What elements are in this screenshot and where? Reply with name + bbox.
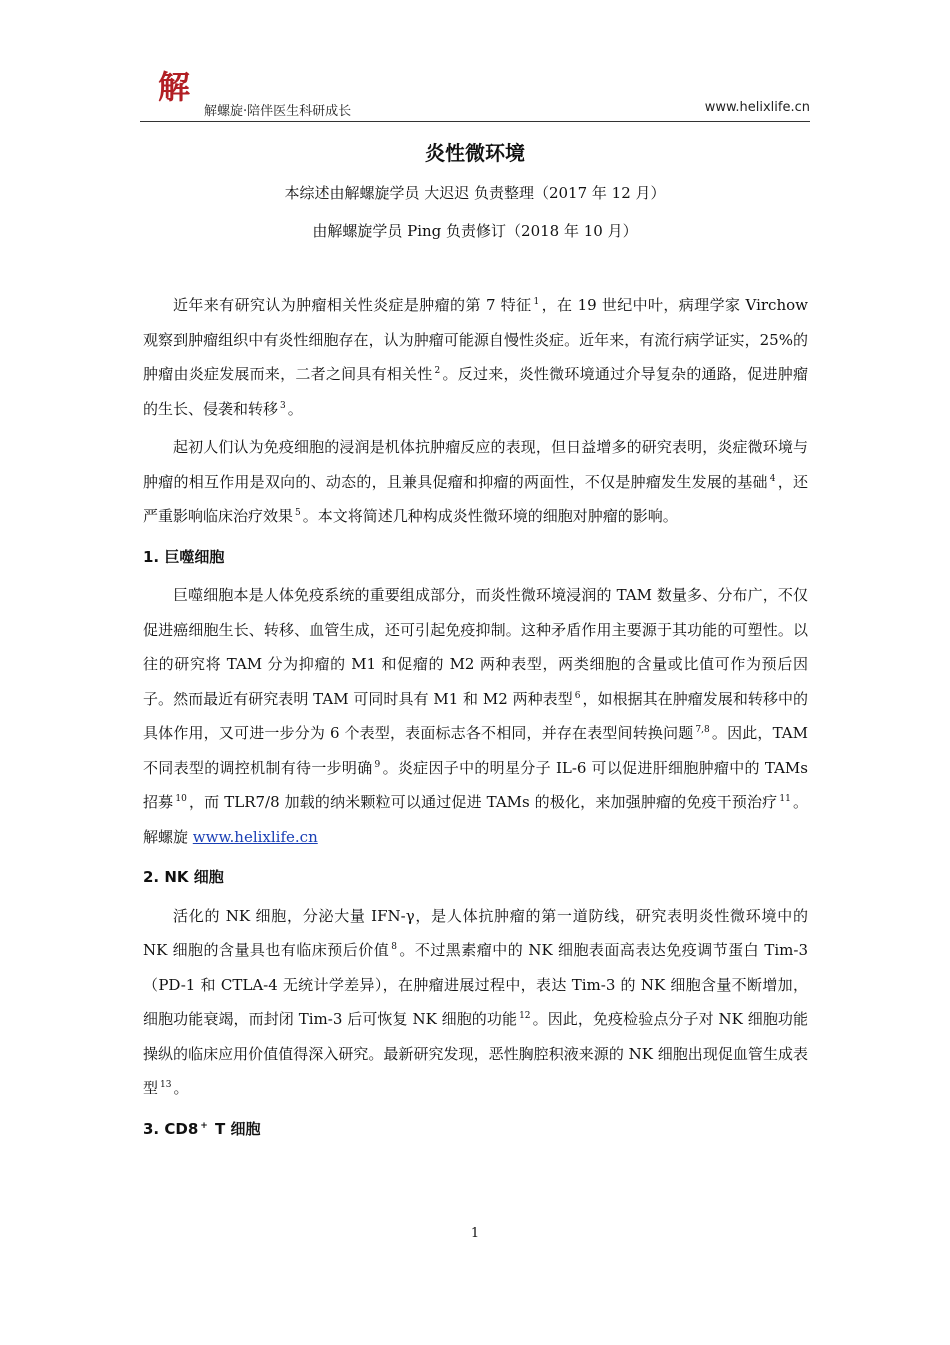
citation-ref: 4 xyxy=(769,473,776,484)
citation-ref: 12 xyxy=(519,1011,531,1021)
citation-ref: 3 xyxy=(280,400,286,411)
text-run: 。 xyxy=(287,399,303,418)
citation-ref: 1 xyxy=(533,297,540,307)
text-run: 活化的 NK 细胞，分泌大量 IFN-γ，是人体抗肿瘤的第一道防线，研究表明炎性微环境中的 NK 细胞的含量具也有临床预后价值 xyxy=(143,906,808,959)
intro-paragraph-2 xyxy=(143,430,808,534)
text-run: ，还严重影响临床治疗效果 xyxy=(143,472,808,525)
text-run: 。因此，TAM 不同表型的调控机制有待一步明确 xyxy=(143,724,808,777)
section-heading-nk-cells: 2. NK 细胞 xyxy=(143,868,224,886)
section-heading-cd8-t-cells xyxy=(143,1112,808,1147)
text-run: ，在 19 世纪中叶，病理学家 Virchow 观察到肿瘤组织中有炎性细胞存在，认为肿瘤可能源自慢性炎症。近年来，有流行病学证实，25%的肿瘤由炎症发展而来，二者之间具有相关性 xyxy=(143,296,808,383)
citation-ref: 10 xyxy=(175,794,187,804)
citation-ref: 8 xyxy=(391,942,397,952)
text-run: 。 xyxy=(173,1079,189,1097)
text-run: 。不过黑素瘤中的 NK 细胞表面高表达免疫调节蛋白 Tim-3（PD-1 和 CTLA-4 无统计学差异），在肿瘤进展过程中，表达 Tim-3 的 NK 细胞含量不断增加，细胞功能衰竭，而封闭 Tim-3 后可恢复 NK 细胞的功能 xyxy=(143,941,808,1028)
helixlife-link[interactable]: www.helixlife.cn xyxy=(192,827,318,846)
header-divider xyxy=(140,121,810,122)
text-run: ，而 TLR7/8 加载的纳米颗粒可以通过促进 TAMs 的极化，来加强肿瘤的免疫干预治疗 xyxy=(188,793,778,811)
macrophage-paragraph xyxy=(143,578,808,854)
citation-ref: 11 xyxy=(779,794,791,804)
citation-ref: 9 xyxy=(374,759,381,770)
section-heading-macrophage: 1. 巨噬细胞 xyxy=(143,547,225,566)
text-run: 3. CD8 xyxy=(143,1119,199,1138)
superscript-plus: + xyxy=(200,1120,208,1131)
text-run: 近年来有研究认为肿瘤相关性炎症是肿瘤的第 7 特征 xyxy=(173,296,532,314)
text-run: 。因此，免疫检验点分子对 NK 细胞功能操纵的临床应用价值值得深入研究。最新研究发现，恶性胸腔积液来源的 NK 细胞出现促血管生成表型 xyxy=(143,1010,808,1097)
revision-line: 由解螺旋学员 Ping 负责修订（2018 年 10 月） xyxy=(312,222,638,240)
document-body xyxy=(143,288,808,1150)
citation-ref: 6 xyxy=(574,690,581,701)
citation-ref: 5 xyxy=(295,508,301,518)
citation-ref: 2 xyxy=(434,366,441,376)
text-run: 。反过来，炎性微环境通过介导复杂的通路，促进肿瘤的生长、侵袭和转移 xyxy=(143,365,808,418)
text-run: ，如根据其在肿瘤发展和转移中的具体作用，又可进一步分为 6 个表型，表面标志各不相同，并存在表型间转换问题 xyxy=(143,689,808,742)
citation-ref: 13 xyxy=(160,1080,172,1090)
text-run: 。解螺旋 xyxy=(143,793,808,846)
intro-paragraph-1 xyxy=(143,288,808,426)
document-title: 炎性微环境 xyxy=(425,141,525,165)
page-number: 1 xyxy=(470,1226,480,1241)
text-run: 巨噬细胞本是人体免疫系统的重要组成部分，而炎性微环境浸润的 TAM 数量多、分布广，不仅促进癌细胞生长、转移、血管生成，还可引起免疫抑制。这种矛盾作用主要源于其功能的可塑性。以往的研究将 TAM 分为抑瘤的 M1 和促瘤的 M2 两种表型，两类细胞的含量或比值可作为预后因子。然而最近有研究表明 TAM 可同时具有 M1 和 M2 两种表型 xyxy=(143,586,808,708)
header-site-url: www.helixlife.cn xyxy=(704,100,810,115)
author-line: 本综述由解螺旋学员 大迟迟 负责整理（2017 年 12 月） xyxy=(284,184,666,202)
header-tagline: 解螺旋·陪伴医生科研成长 xyxy=(204,104,352,119)
text-run: T 细胞 xyxy=(209,1119,261,1138)
helix-seal-logo: 解 xyxy=(158,68,191,106)
text-run: 。炎症因子中的明星分子 IL-6 可以促进肝细胞肿瘤中的 TAMs 招募 xyxy=(143,758,808,811)
page-header xyxy=(140,58,810,122)
text-run: 起初人们认为免疫细胞的浸润是机体抗肿瘤反应的表现，但日益增多的研究表明，炎症微环境与肿瘤的相互作用是双向的、动态的，且兼具促瘤和抑瘤的两面性，不仅是肿瘤发生发展的基础 xyxy=(143,438,808,491)
citation-ref: 7,8 xyxy=(695,725,710,735)
nk-paragraph xyxy=(143,899,808,1106)
text-run: 。本文将简述几种构成炎性微环境的细胞对肿瘤的影响。 xyxy=(302,507,678,525)
